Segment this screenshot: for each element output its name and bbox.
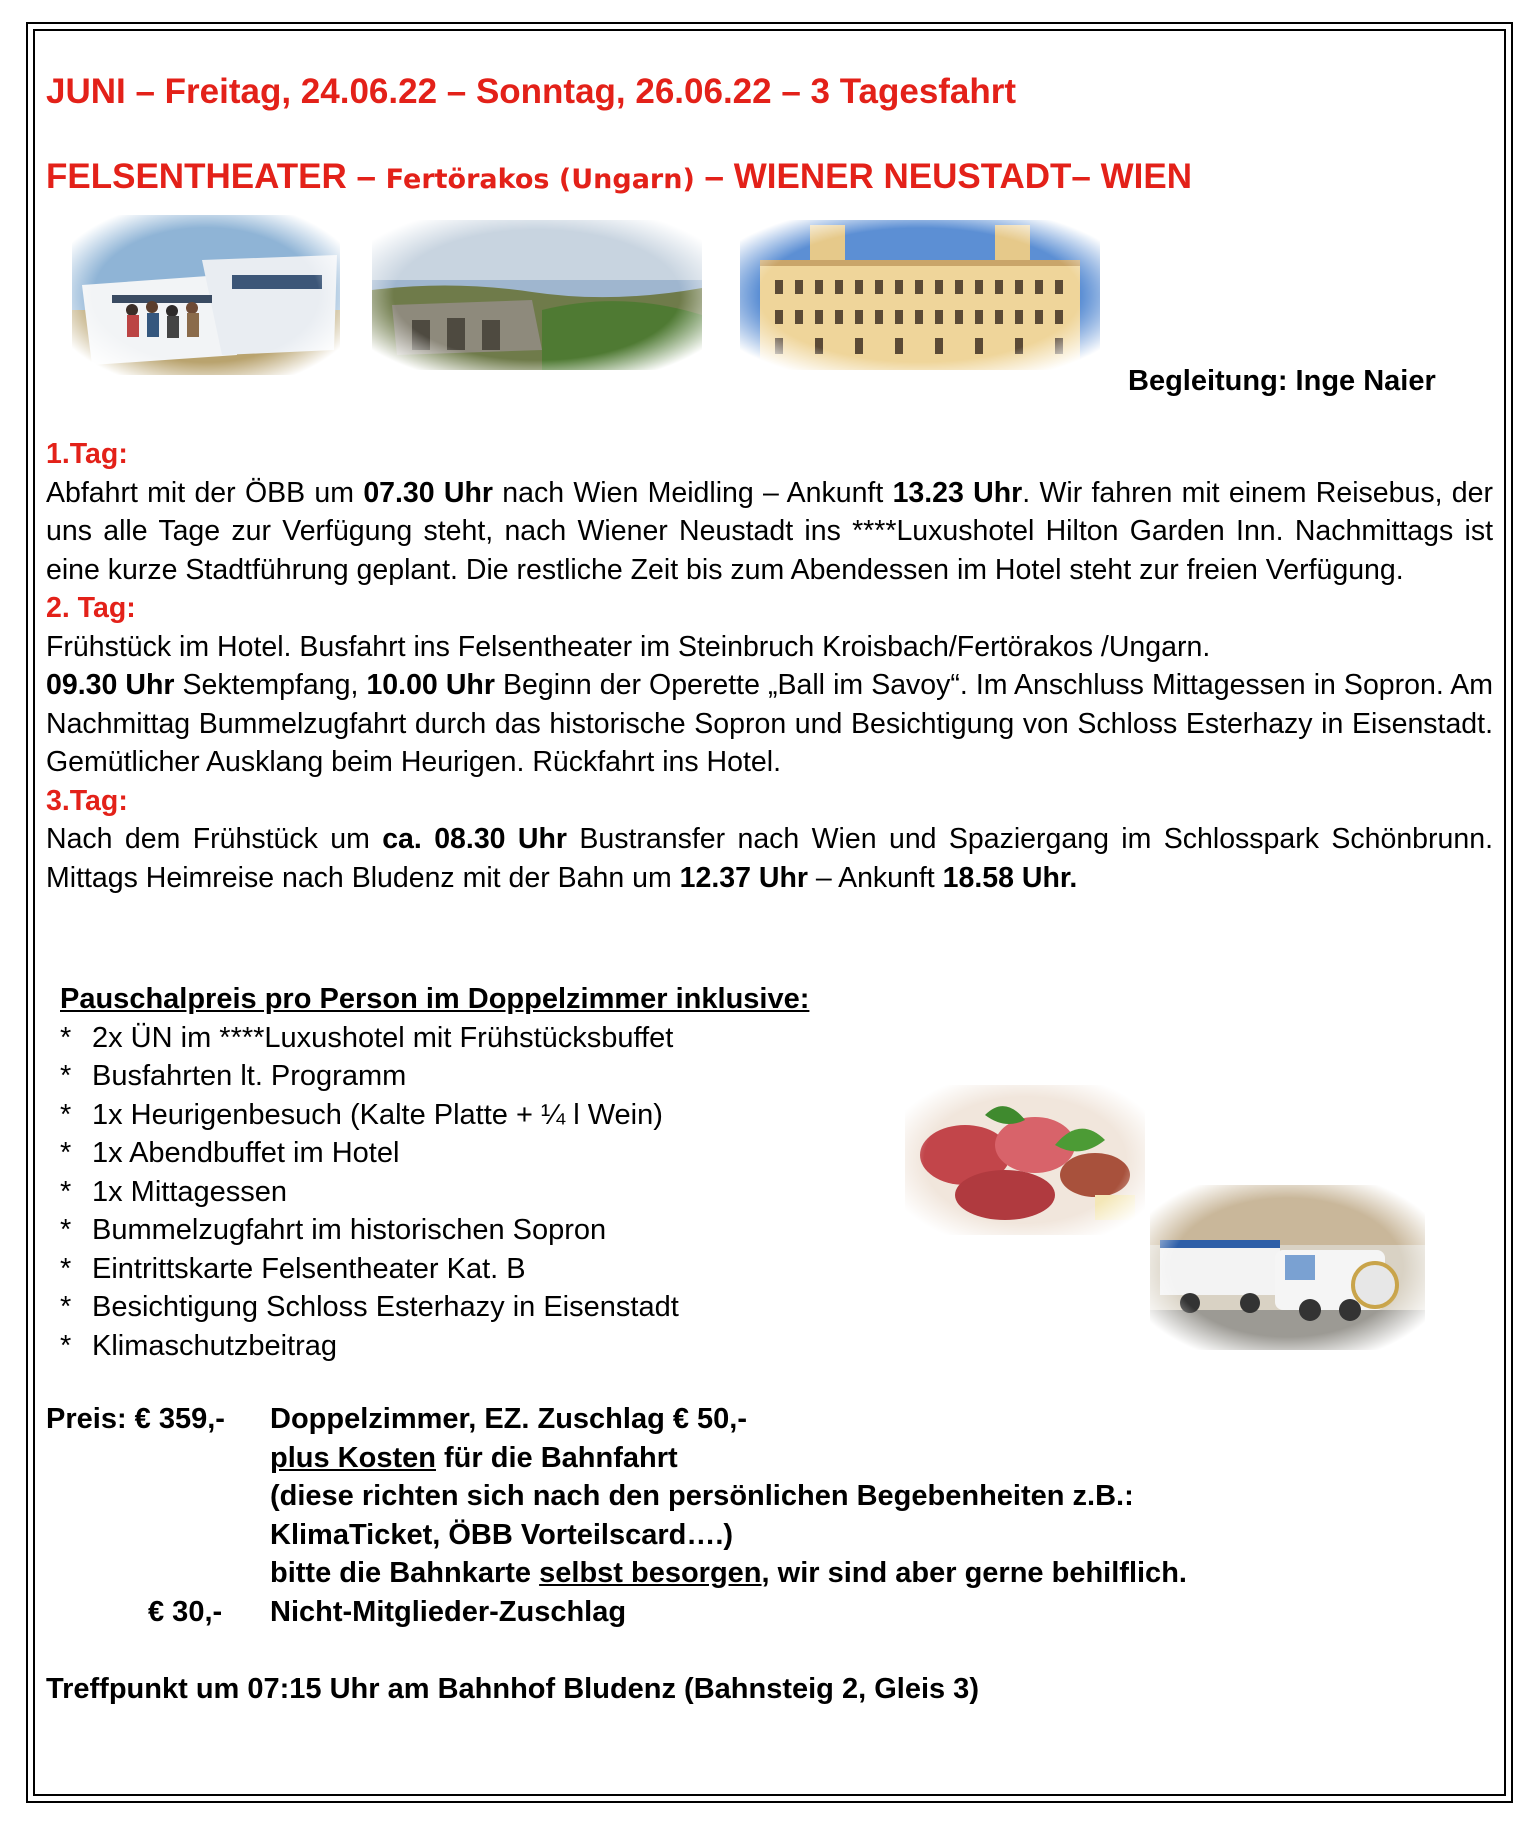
text-segment: Beginn der Operette „Ball im Savoy“. Im Anschluss Mittagessen in Sopron. Am Nachmittag Bummelzugfahrt durch das historische Sopron und Besichtigung von Schloss Esterhazy in Eisenstadt. Gemütlicher Ausklang beim Heurigen. Rückfahrt ins Hotel. [46,669,1493,778]
list-item [60,1173,809,1212]
title-part-felsentheater: FELSENTHEATER – [46,157,386,196]
title-part-fertoerakos: Fertörakos (Ungarn) [385,164,695,195]
bullet: * [60,1060,72,1092]
text-segment: Bustransfer nach Wien und Spaziergang im Schlosspark Schönbrunn. Mittags Heimreise nach Bludenz mit der Bahn um [46,823,1493,894]
rail-cost-underlined: plus Kosten [270,1441,436,1474]
trip-date-title: JUNI – Freitag, 24.06.22 – Sonntag, 26.06.22 – 3 Tagesfahrt [46,72,1017,111]
item-text: 1x Mittagessen [92,1175,288,1208]
price-rail-line [46,1439,1187,1478]
surcharge-amount: € 30,- [148,1595,223,1628]
title-part-wien: – WIENER NEUSTADT– WIEN [694,157,1192,196]
reception-time: 09.30 Uhr [46,669,175,701]
self-purchase-underlined: selbst besorgen [539,1557,762,1589]
bullet: * [60,1137,72,1169]
text-segment: . Wir fahren mit einem Reisebus, der uns alle Tage zur Verfügung steht, nach Wiener Neustadt ins ****Luxushotel Hilton Garden Inn. Nachmittags ist eine kurze Stadtführung geplant. Die restliche Zeit bis zum Abendessen im Hotel steht zur freien Verfügung. [46,476,1493,586]
text-segment: Abfahrt mit der ÖBB um [46,476,364,509]
price-note-line3 [46,1554,1187,1593]
text-segment: nach Wien Meidling – Ankunft [493,476,893,509]
operetta-time: 10.00 Uhr [366,669,495,701]
inclusions-heading: Pauschalpreis pro Person im Doppelzimmer inklusive: [60,983,810,1015]
tourist-train-photo [1150,1185,1425,1350]
bullet: * [60,1291,72,1323]
list-item [60,1250,809,1289]
escort-note: Begleitung: Inge Naier [1128,365,1436,397]
boat-photo [72,215,340,375]
day-2-label: 2. Tag: [46,592,136,624]
price-room-text: Doppelzimmer, EZ. Zuschlag € 50,- [270,1403,748,1435]
item-text: Klimaschutzbeitrag [92,1329,337,1362]
price-note-line1: (diese richten sich nach den persönlichen Begebenheiten z.B.: [270,1480,1134,1512]
item-text: Busfahrten lt. Programm [92,1060,407,1092]
item-text: Eintrittskarte Felsentheater Kat. B [92,1252,526,1285]
bullet: * [60,1098,72,1131]
text-segment: – Ankunft [807,861,943,894]
day-1-text [46,474,1493,590]
day-3-label: 3.Tag: [46,784,128,817]
transfer-time: ca. 08.30 Uhr [382,823,567,855]
day-2-text [46,666,1493,782]
list-item [60,1327,809,1366]
day-3-text [46,820,1493,897]
list-item [60,1211,809,1250]
departure-time: 07.30 Uhr [363,476,494,509]
quarry-photo [372,220,702,370]
inclusions-list [60,1019,809,1366]
itinerary [46,435,1493,897]
esterhazy-palace-photo [740,220,1100,370]
rail-cost-text: für die Bahnfahrt [435,1441,678,1474]
text-segment: , wir sind aber gerne behilflich. [761,1557,1187,1589]
item-text: 1x Abendbuffet im Hotel [92,1137,400,1169]
text-segment: Sektempfang, [174,669,367,701]
inclusions-section [60,980,809,1365]
trip-destination-title [46,157,1192,197]
bullet: * [60,1021,72,1054]
price-label: Preis: € 359,- [46,1403,225,1435]
price-row [46,1400,1187,1439]
return-arrival-time: 18.58 Uhr. [942,861,1078,894]
item-text: 1x Heurigenbesuch (Kalte Platte + ¼ l Wein) [92,1098,663,1131]
text-segment: Nach dem Frühstück um [46,823,383,855]
day-1-label: 1.Tag: [46,438,128,470]
surcharge-text: Nicht-Mitglieder-Zuschlag [270,1595,627,1628]
return-departure-time: 12.37 Uhr [679,861,808,894]
list-item [60,1096,809,1135]
bullet: * [60,1214,72,1246]
price-section [46,1400,1187,1631]
meeting-point: Treffpunkt um 07:15 Uhr am Bahnhof Bludenz (Bahnsteig 2, Gleis 3) [46,1673,979,1705]
cold-plate-photo [905,1085,1145,1235]
price-note-line2: KlimaTicket, ÖBB Vorteilscard….) [270,1518,734,1551]
surcharge-row [46,1593,1187,1632]
bullet: * [60,1175,72,1208]
bullet: * [60,1329,72,1362]
bullet: * [60,1252,72,1285]
text-segment: bitte die Bahnkarte [270,1557,540,1589]
item-text: 2x ÜN im ****Luxushotel mit Frühstücksbuffet [92,1021,674,1054]
item-text: Bummelzugfahrt im historischen Sopron [92,1214,607,1246]
list-item [60,1134,809,1173]
list-item [60,1019,809,1058]
list-item [60,1057,809,1096]
list-item [60,1288,809,1327]
arrival-time: 13.23 Uhr [892,476,1023,509]
day-2-first-line: Frühstück im Hotel. Busfahrt ins Felsentheater im Steinbruch Kroisbach/Fertörakos /Ungarn. [46,630,1211,663]
item-text: Besichtigung Schloss Esterhazy in Eisenstadt [92,1291,679,1323]
